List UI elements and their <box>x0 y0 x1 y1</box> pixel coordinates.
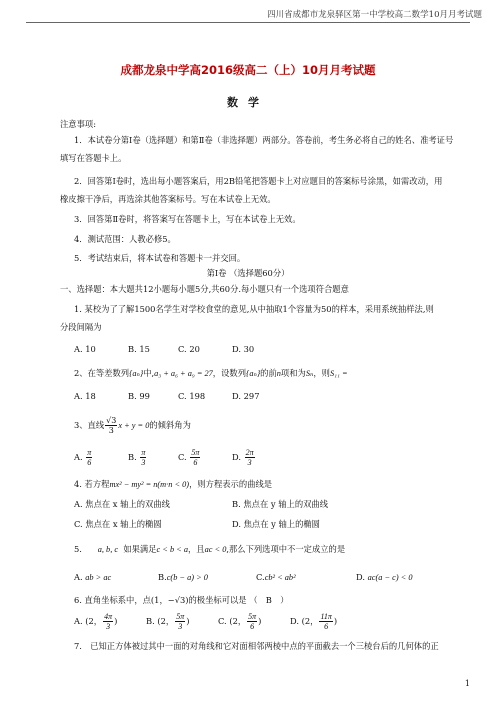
q3-equation: x + y = 0 <box>118 421 150 430</box>
q6-b-den: 3 <box>178 622 183 631</box>
q2-sequence-2: {aₙ} <box>246 369 261 378</box>
q5-c-expr: cb² < ab² <box>264 573 296 582</box>
q6-a-frac <box>103 612 113 631</box>
q5-mid2: ，且 <box>188 544 205 554</box>
subject-title: 数学 <box>227 96 269 109</box>
q1-option-a: A. 10 <box>74 344 96 354</box>
note-5: 5．考试结束后，将本试卷和答题卡一并交回。 <box>74 253 246 263</box>
q2-option-a: A. 18 <box>74 391 96 401</box>
note-2a: 2．回答第Ⅰ卷时，选出每小题答案后，用2B铅笔把答题卡上对应题目的答案标号涂黑，如需改动，用 <box>74 176 443 186</box>
q1-option-b: B. 15 <box>128 344 150 354</box>
q2-sequence: {aₙ} <box>129 369 144 378</box>
q5-option-c <box>256 571 296 584</box>
q6-d-label: D. (2， <box>290 616 319 626</box>
q3-option-b <box>128 448 147 467</box>
q6-c-frac <box>247 612 257 631</box>
q3-option-a <box>74 448 93 467</box>
q5-cond2: ac < 0 <box>204 545 227 554</box>
q4-prefix: 4. 若方程 <box>74 479 110 489</box>
q2-text <box>74 367 348 380</box>
q2-rest3: 项和为 <box>280 368 306 378</box>
q3-a-frac <box>86 448 92 467</box>
q2-n: n <box>276 369 281 378</box>
q5-number: 5. <box>74 544 82 554</box>
q3-coef-num: √3 <box>106 416 117 425</box>
q3-prefix: 3、直线 <box>74 420 105 430</box>
q2-rest4: ，则 <box>313 368 330 378</box>
q4-option-d: D. 焦点在 y 轴上的椭圆 <box>232 519 320 529</box>
q6-text: 6. 直角坐标系中，点(1，−√3)的极坐标可以是 （ B ） <box>74 595 289 605</box>
q4-text <box>74 478 272 491</box>
q2-option-d: D. 297 <box>232 391 260 401</box>
q3-a-num: π <box>87 448 92 457</box>
q3-option-c <box>178 448 201 467</box>
q1-option-d: D. 30 <box>232 344 255 354</box>
q3-b-den: 3 <box>141 458 146 467</box>
q5-a-label: A. <box>74 572 83 582</box>
q3-option-d <box>232 448 256 467</box>
q2-equation: a₃ + a₆ + a₉ = 27 <box>154 369 213 378</box>
q3-d-label: D. <box>232 452 241 462</box>
q5-c-label: C. <box>256 572 265 582</box>
q3-d-num: 2π <box>245 448 254 457</box>
part1-heading: 第Ⅰ卷 （选择题60分） <box>206 268 290 278</box>
q3-c-num: 5π <box>191 448 200 457</box>
q3-c-label: C. <box>178 452 187 462</box>
q5-cond1: c < b < a <box>156 545 188 554</box>
q6-b-close: ) <box>186 616 190 626</box>
q4-suffix: ，则方程表示的曲线是 <box>189 479 273 489</box>
page-header: 四川省成都市龙泉驿区第一中学校高二数学10月月考试题 <box>267 10 482 20</box>
q1-text-1: 1. 某校为了了解1500名学生对学校食堂的意见,从中抽取1个容量为50的样本，采用系统抽样法,则 <box>74 304 434 314</box>
q5-a-expr: ab > ac <box>85 573 112 582</box>
q5-d-label: D. <box>356 572 365 582</box>
q4-option-c: C. 焦点在 x 轴上的椭圆 <box>74 519 162 529</box>
q3-a-den: 6 <box>87 458 92 467</box>
q2-option-c: C. 198 <box>178 391 206 401</box>
q3-b-label: B. <box>128 452 137 462</box>
page-number: 1 <box>464 679 470 688</box>
q6-d-frac <box>319 612 332 631</box>
q2-mid: 中, <box>143 368 155 378</box>
q6-b-label: B. (2， <box>146 616 175 626</box>
q4-option-b: B. 焦点在 y 轴上的双曲线 <box>232 499 329 509</box>
q1-text-2: 分段间隔为 <box>60 322 102 332</box>
q6-option-c <box>218 612 261 631</box>
q3-d-den: 3 <box>247 458 252 467</box>
q2-sn: Sₙ <box>305 369 314 378</box>
q4-equation: mx² − my² = n(m·n < 0) <box>109 480 190 489</box>
q3-c-den: 6 <box>193 458 198 467</box>
q6-c-label: C. (2， <box>218 616 247 626</box>
q3-b-frac <box>140 448 146 467</box>
q3-coef-den: 3 <box>108 426 114 435</box>
note-3: 3．回答第Ⅱ卷时，将答案写在答题卡上，写在本试卷上无效。 <box>74 214 301 224</box>
q2-s11: S₁₁ = <box>329 369 348 378</box>
q5-option-b <box>158 571 208 584</box>
q5-option-a <box>74 571 111 584</box>
header-rule <box>26 22 470 23</box>
q6-b-frac <box>175 612 185 631</box>
section1-heading: 一、选择题：本大题共12小题每小题5分,共60分.每小题只有一个选项符合题意 <box>60 284 349 294</box>
q6-option-b <box>146 612 189 631</box>
q6-a-num: 4π <box>104 612 113 621</box>
q2-rest2: 的前 <box>260 368 277 378</box>
note-2b: 橡皮擦干净后，再选涂其他答案标号。写在本试卷上无效。 <box>60 194 276 204</box>
q6-a-close: ) <box>114 616 118 626</box>
q6-a-label: A. (2， <box>74 616 103 626</box>
q7-text: 7. 已知正方体被过其中一面的对角线和它对面相邻两棱中点的平面截去一个三棱台后的几何体的正 <box>74 641 439 651</box>
q5-vars: a, b, c <box>97 545 119 554</box>
q6-option-a <box>74 612 117 631</box>
q3-a-label: A. <box>74 452 83 462</box>
q1-option-c: C. 20 <box>178 344 200 354</box>
q5-text <box>74 543 345 556</box>
q5-option-d <box>356 571 412 584</box>
note-4: 4．测试范围：人教必修5。 <box>74 234 176 244</box>
q2-rest: ，设数列 <box>212 368 246 378</box>
q6-c-num: 5π <box>248 612 257 621</box>
q6-d-den: 6 <box>324 622 329 631</box>
q5-suffix: ,那么下列选项中不一定成立的是 <box>226 544 346 554</box>
q3-c-frac <box>190 448 200 467</box>
q5-b-expr: c(b − a) > 0 <box>166 573 208 582</box>
q3-text <box>74 416 191 435</box>
note-1b: 填写在答题卡上。 <box>60 153 127 163</box>
q5-b-label: B. <box>158 572 167 582</box>
q2-prefix: 2、在等差数列 <box>74 368 130 378</box>
q6-d-close: ) <box>333 616 338 626</box>
q3-b-num: π <box>141 448 146 457</box>
exam-title: 成都龙泉中学高2016级高二（上）10月月考试题 <box>120 63 376 77</box>
q3-coefficient <box>105 416 117 435</box>
q2-option-b: B. 99 <box>128 391 150 401</box>
q5-d-expr: ac(a − c) < 0 <box>367 573 413 582</box>
q6-c-close: ) <box>258 616 262 626</box>
q6-option-d <box>290 612 337 631</box>
notes-heading: 注意事项: <box>60 119 96 129</box>
q5-mid: 如果满足 <box>123 544 157 554</box>
q6-b-num: 5π <box>176 612 185 621</box>
q3-suffix: 的倾斜角为 <box>149 420 191 430</box>
q6-c-den: 6 <box>250 622 255 631</box>
q4-option-a: A. 焦点在 x 轴上的双曲线 <box>74 499 170 509</box>
q3-d-frac <box>245 448 255 467</box>
note-1a: 1．本试卷分第Ⅰ卷（选择题）和第Ⅱ卷（非选择题）两部分。答卷前，考生务必将自己的姓名、准考证号 <box>74 135 454 145</box>
q6-d-num: 11π <box>320 612 332 621</box>
q6-a-den: 3 <box>106 622 111 631</box>
